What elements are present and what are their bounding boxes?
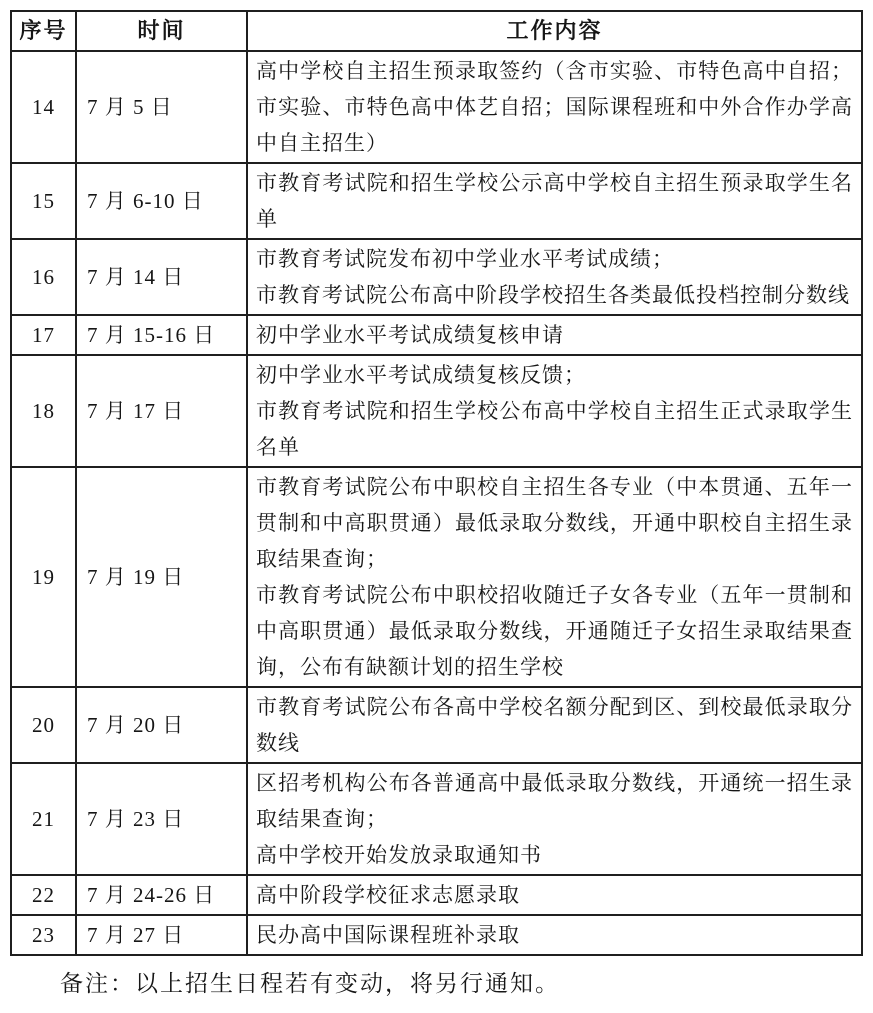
time-cell: 7 月 24-26 日: [76, 875, 247, 915]
content-cell: [247, 355, 862, 467]
seq-cell: 15: [11, 163, 76, 239]
content-paragraph: 高中学校开始发放录取通知书: [256, 843, 542, 867]
seq-cell: 22: [11, 875, 76, 915]
time-cell: 7 月 19 日: [76, 467, 247, 687]
content-cell: [247, 315, 862, 355]
time-cell: 7 月 27 日: [76, 915, 247, 955]
table-row: [11, 763, 862, 875]
seq-cell: 18: [11, 355, 76, 467]
table-row: [11, 467, 862, 687]
time-cell: 7 月 17 日: [76, 355, 247, 467]
table-row: [11, 315, 862, 355]
header-seq: 序号: [11, 11, 76, 51]
content-paragraph: 初中学业水平考试成绩复核反馈；: [256, 363, 586, 387]
time-cell: 7 月 15-16 日: [76, 315, 247, 355]
content-cell: [247, 239, 862, 315]
time-cell: 7 月 20 日: [76, 687, 247, 763]
seq-cell: 17: [11, 315, 76, 355]
content-paragraph: 市教育考试院和招生学校公布高中学校自主招生正式录取学生名单: [256, 399, 853, 459]
time-cell: 7 月 5 日: [76, 51, 247, 163]
table-header-row: [11, 11, 862, 51]
content-cell: [247, 763, 862, 875]
content-cell: [247, 875, 862, 915]
time-cell: 7 月 14 日: [76, 239, 247, 315]
header-time: 时间: [76, 11, 247, 51]
content-paragraph: 市教育考试院公布各高中学校名额分配到区、到校最低录取分数线: [256, 695, 853, 755]
time-cell: 7 月 6-10 日: [76, 163, 247, 239]
table-row: [11, 355, 862, 467]
content-cell: [247, 687, 862, 763]
content-paragraph: 初中学业水平考试成绩复核申请: [256, 323, 564, 347]
header-content: 工作内容: [247, 11, 862, 51]
table-row: [11, 163, 862, 239]
content-cell: [247, 163, 862, 239]
note-text: 备注：以上招生日程若有变动，将另行通知。: [60, 971, 560, 996]
table-row: [11, 239, 862, 315]
time-cell: 7 月 23 日: [76, 763, 247, 875]
seq-cell: 21: [11, 763, 76, 875]
content-paragraph: 市教育考试院和招生学校公示高中学校自主招生预录取学生名单: [256, 171, 853, 231]
content-paragraph: 市教育考试院公布中职校自主招生各专业（中本贯通、五年一贯制和中高职贯通）最低录取分数线，开通中职校自主招生录取结果查询；: [256, 475, 853, 571]
table-row: [11, 915, 862, 955]
content-paragraph: 民办高中国际课程班补录取: [256, 923, 520, 947]
seq-cell: 20: [11, 687, 76, 763]
content-paragraph: 市教育考试院公布中职校招收随迁子女各专业（五年一贯制和中高职贯通）最低录取分数线，开通随迁子女招生录取结果查询，公布有缺额计划的招生学校: [256, 583, 853, 679]
seq-cell: 16: [11, 239, 76, 315]
table-row: [11, 687, 862, 763]
table-row: [11, 875, 862, 915]
content-paragraph: 高中学校自主招生预录取签约（含市实验、市特色高中自招；市实验、市特色高中体艺自招；国际课程班和中外合作办学高中自主招生）: [256, 59, 853, 155]
content-cell: [247, 467, 862, 687]
content-paragraph: 市教育考试院公布高中阶段学校招生各类最低投档控制分数线: [256, 283, 850, 307]
schedule-table: [10, 10, 863, 956]
content-paragraph: 高中阶段学校征求志愿录取: [256, 883, 520, 907]
table-row: [11, 51, 862, 163]
content-paragraph: 市教育考试院发布初中学业水平考试成绩；: [256, 247, 674, 271]
seq-cell: 23: [11, 915, 76, 955]
content-cell: [247, 51, 862, 163]
seq-cell: 14: [11, 51, 76, 163]
content-cell: [247, 915, 862, 955]
seq-cell: 19: [11, 467, 76, 687]
content-paragraph: 区招考机构公布各普通高中最低录取分数线，开通统一招生录取结果查询；: [256, 771, 853, 831]
